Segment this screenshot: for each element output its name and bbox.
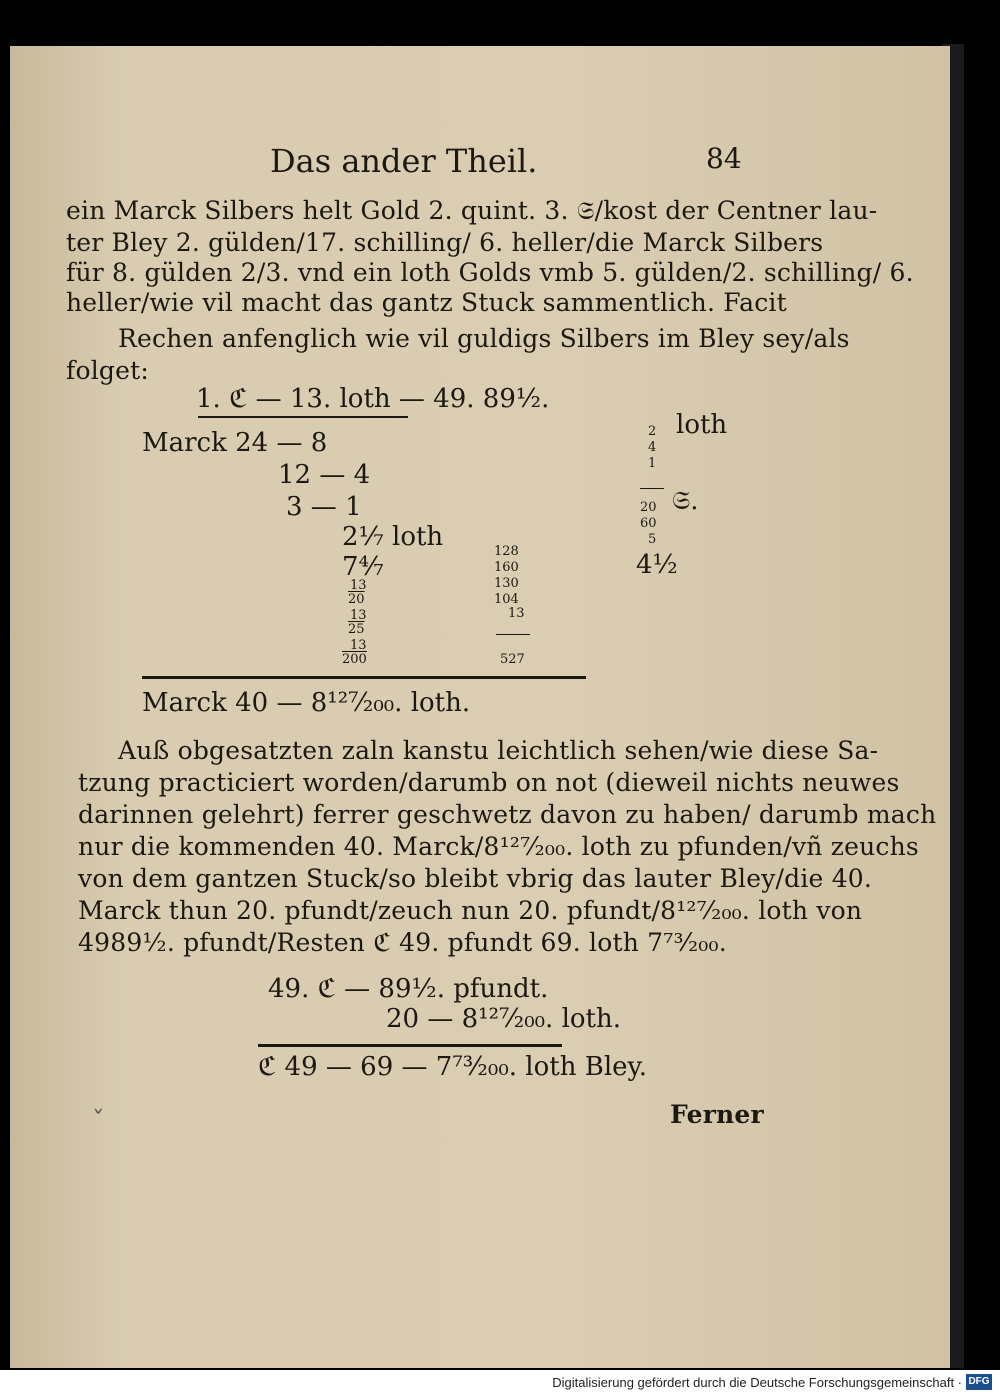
column-value: 4¹⁄₂ [636, 550, 678, 580]
rule [198, 416, 408, 418]
column-value: 104 [494, 592, 519, 607]
fraction-value: 13 [350, 608, 367, 623]
text-line: heller/wie vil macht das gantz Stuck sammentlich. Facit [66, 288, 787, 317]
text-line: 4989½. pfundt/Resten ℭ 49. pfundt 69. loth 7⁷³⁄₂₀₀. [78, 928, 727, 957]
text-line: von dem gantzen Stuck/so bleibt vbrig das lauter Bley/die 40. [78, 864, 873, 893]
rule [142, 676, 586, 679]
fraction-value: 13 [350, 638, 367, 653]
text-line: ein Marck Silbers helt Gold 2. quint. 3. 𝔖/kost der Centner lau- [66, 196, 878, 225]
text-line: nur die kommenden 40. Marck/8¹²⁷⁄₂₀₀. loth zu pfunden/vñ zeuchs [78, 832, 919, 861]
column-value: 160 [494, 560, 519, 575]
column-value: 60 [640, 516, 657, 531]
column-value: 130 [494, 576, 519, 591]
column-value: 128 [494, 544, 519, 559]
calc-row: 7⁴⁄₇ [342, 552, 384, 582]
catchword: Ferner [670, 1100, 764, 1129]
dfg-logo: DFG [966, 1374, 992, 1390]
calc-row: 2⅐ loth [342, 522, 444, 552]
calc-result: Marck 40 — 8¹²⁷⁄₂₀₀. loth. [142, 688, 471, 718]
column-label: 𝔖. [672, 486, 699, 516]
calc2-result: ℭ 49 — 69 — 7⁷³⁄₂₀₀. loth Bley. [258, 1052, 648, 1082]
column-total: 527 [500, 652, 525, 667]
text-line: ter Bley 2. gülden/17. schilling/ 6. heller/die Marck Silbers [66, 228, 824, 257]
page-number: 84 [706, 142, 742, 175]
column-label: loth [676, 410, 728, 440]
column-value: 5 [648, 532, 657, 547]
column-value: 13 [508, 606, 525, 621]
column-value: 2 [648, 424, 657, 439]
margin-mark: ˇ [92, 1106, 105, 1135]
calc2-line: 20 — 8¹²⁷⁄₂₀₀. loth. [386, 1004, 621, 1034]
column-value: 1 [648, 456, 657, 471]
text-line: Auß obgesatzten zaln kanstu leichtlich sehen/wie diese Sa- [118, 736, 879, 765]
text-line: tzung practiciert worden/darumb on not (dieweil nichts neuwes [78, 768, 900, 797]
fraction-value: 20 [348, 592, 365, 607]
rule [496, 634, 530, 635]
calc2-line: 49. ℭ — 89½. pfundt. [268, 974, 549, 1004]
column-value: 20 [640, 500, 657, 515]
text-line: für 8. gülden 2/3. vnd ein loth Golds vmb 5. gülden/2. schilling/ 6. [66, 258, 914, 287]
fraction-value: 13 [350, 578, 367, 593]
rule [640, 488, 664, 489]
running-title: Das ander Theil. [270, 142, 538, 180]
calc-row: 3 — 1 [286, 492, 362, 522]
fraction-value: 200 [342, 652, 367, 667]
calc-top-line: 1. ℭ — 13. loth — 49. 89½. [196, 384, 550, 414]
calc-row: 12 — 4 [278, 460, 371, 490]
rule [258, 1044, 562, 1047]
text-line: darinnen gelehrt) ferrer geschwetz davon zu haben/ darumb mach [78, 800, 937, 829]
calc-row: Marck 24 — 8 [142, 428, 328, 458]
text-line: Rechen anfenglich wie vil guldigs Silbers im Bley sey/als [118, 324, 850, 353]
fraction-value: 25 [348, 622, 365, 637]
column-value: 4 [648, 440, 657, 455]
text-line: Marck thun 20. pfundt/zeuch nun 20. pfundt/8¹²⁷⁄₂₀₀. loth von [78, 896, 863, 925]
text-line: folget: [66, 356, 149, 385]
footer-bar [0, 1370, 1000, 1398]
footer-credit: Digitalisierung gefördert durch die Deutsche Forschungsgemeinschaft · [552, 1375, 962, 1390]
